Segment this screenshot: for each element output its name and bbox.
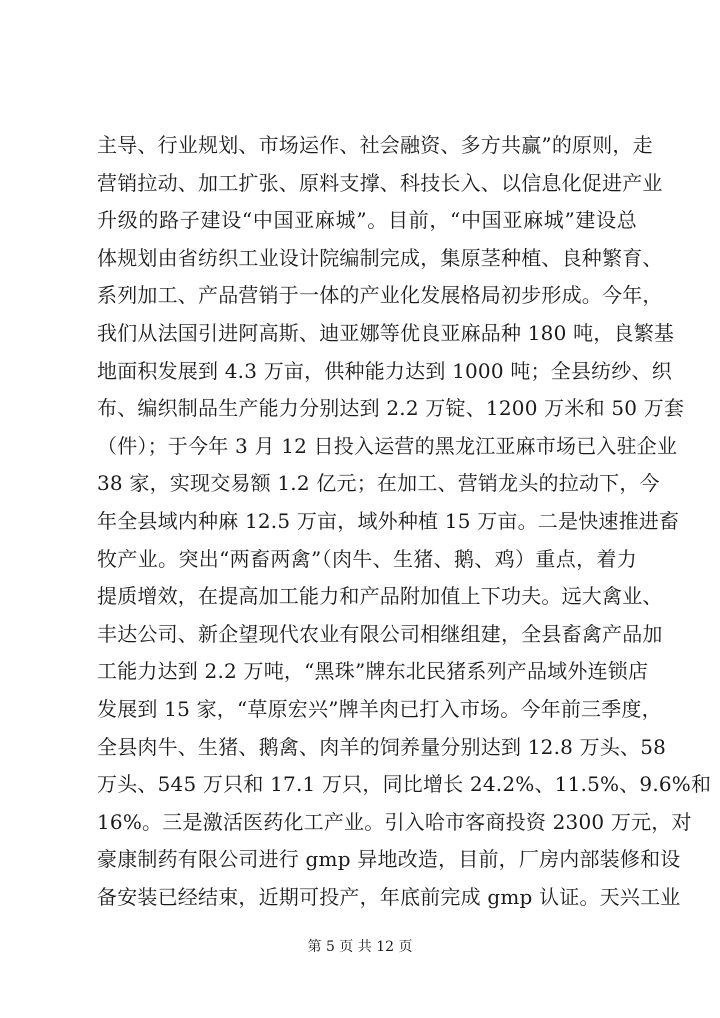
text-line: 提质增效，在提高加工能力和产品附加值上下功夫。远大禽业、: [97, 584, 663, 609]
page-number-footer: 第 5 页 共 12 页: [307, 939, 413, 955]
text-line: 38 家，实现交易额 1.2 亿元；在加工、营销龙头的拉动下，今: [97, 471, 660, 496]
text-line: 年全县域内种麻 12.5 万亩，域外种植 15 万亩。二是快速推进畜: [97, 508, 680, 533]
text-line: 地面积发展到 4.3 万亩，供种能力达到 1000 吨；全县纺纱、织: [97, 358, 672, 383]
text-line: 工能力达到 2.2 万吨，“黑珠”牌东北民猪系列产品域外连锁店: [97, 659, 649, 684]
text-line: 营销拉动、加工扩张、原料支撑、科技长入、以信息化促进产业: [97, 170, 663, 195]
text-line: 主导、行业规划、市场运作、社会融资、多方共赢”的原则，走: [97, 133, 653, 157]
text-line: 备安装已经结束，近期可投产，年底前完成 gmp 认证。天兴工业: [97, 884, 681, 909]
text-line: 我们从法国引进阿高斯、迪亚娜等优良亚麻品种 180 吨，良繁基: [97, 320, 675, 345]
body-paragraph: [97, 127, 712, 916]
text-line: 布、编织制品生产能力分别达到 2.2 万锭、1200 万米和 50 万套: [97, 396, 685, 421]
text-line: 16%。三是激活医药化工产业。引入哈市客商投资 2300 万元，对: [97, 809, 692, 834]
text-line: 豪康制药有限公司进行 gmp 异地改造，目前，厂房内部装修和设: [97, 847, 681, 872]
text-line: 升级的路子建设“中国亚麻城”。目前，“中国亚麻城”建设总: [97, 208, 637, 233]
text-line: 牧产业。突出“两畜两禽”（肉牛、生猪、鹅、鸡）重点，着力: [97, 546, 637, 571]
text-line: （件）；于今年 3 月 12 日投入运营的黑龙江亚麻市场已入驻企业: [97, 433, 678, 458]
text-line: 系列加工、产品营销于一体的产业化发展格局初步形成。今年，: [97, 283, 663, 308]
text-line: 丰达公司、新企望现代农业有限公司相继组建，全县畜禽产品加: [97, 621, 663, 646]
text-line: 全县肉牛、生猪、鹅禽、肉羊的饲养量分别达到 12.8 万头、58: [97, 734, 667, 759]
text-line: 体规划由省纺织工业设计院编制完成，集原茎种植、良种繁育、: [97, 245, 663, 270]
text-line: 万头、545 万只和 17.1 万只，同比增长 24.2%、11.5%、9.6%和: [97, 772, 712, 797]
text-line: 发展到 15 家，“草原宏兴”牌羊肉已打入市场。今年前三季度，: [97, 696, 662, 721]
